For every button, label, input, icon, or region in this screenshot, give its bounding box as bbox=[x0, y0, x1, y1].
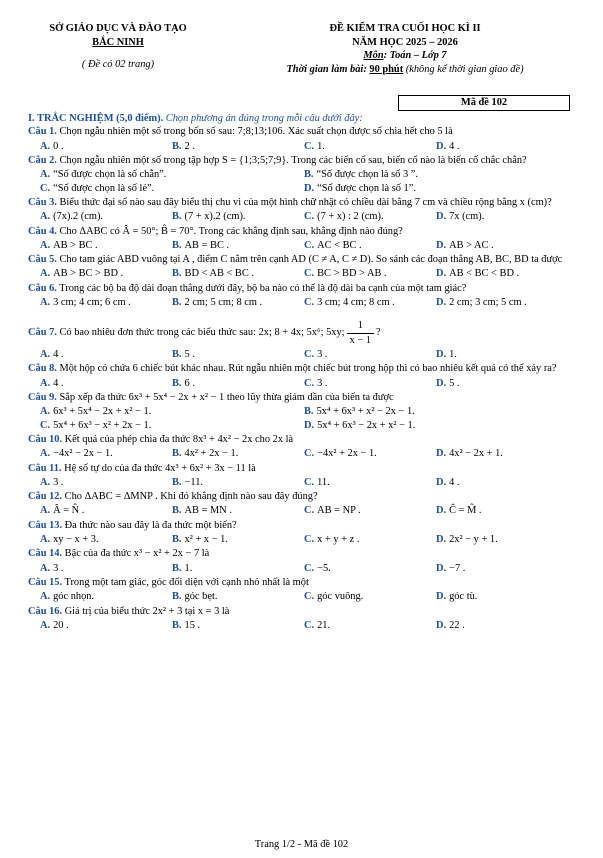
option-text: 22 . bbox=[449, 619, 465, 631]
option-letter: D. bbox=[436, 297, 447, 309]
option-text: (7x).2 (cm). bbox=[53, 211, 104, 223]
question-label: Câu 12. bbox=[28, 491, 63, 503]
answer-option-c bbox=[304, 210, 436, 223]
option-text: AB > AC . bbox=[449, 239, 494, 251]
question-text: Cho ΔABC = ΔMNP . Khi đó khẳng định nào sau đây đúng? bbox=[62, 491, 318, 503]
option-letter: D. bbox=[436, 562, 447, 574]
option-letter: B. bbox=[172, 619, 182, 631]
option-letter: C. bbox=[304, 268, 315, 280]
option-letter: A. bbox=[40, 140, 51, 152]
question-13 bbox=[28, 519, 578, 532]
option-letter: D. bbox=[436, 239, 447, 251]
option-text: 3 cm; 4 cm; 6 cm . bbox=[53, 297, 131, 309]
answer-option-a bbox=[40, 210, 172, 223]
option-text: 2 . bbox=[184, 140, 195, 152]
question-label: Câu 11. bbox=[28, 462, 62, 474]
option-text: AB < BC < BD . bbox=[449, 268, 520, 280]
option-text: x + y + z . bbox=[317, 534, 360, 546]
option-letter: A. bbox=[40, 406, 51, 418]
answer-option-c bbox=[304, 590, 436, 603]
answer-options bbox=[40, 590, 578, 603]
question-text: Hệ số tự do của đa thức 4x³ + 6x² + 3x − 11 là bbox=[61, 462, 256, 474]
option-letter: D. bbox=[436, 268, 447, 280]
answer-options bbox=[40, 348, 578, 361]
option-text: Â = N̂ . bbox=[53, 505, 85, 517]
option-letter: A. bbox=[40, 297, 51, 309]
question-text: Có bao nhiêu đơn thức trong các biểu thức sau: 2x; 8 + 4x; 5x⁶; 5xy; bbox=[56, 327, 345, 339]
option-text: 5x⁴ + 6x³ − x² + 2x − 1. bbox=[53, 419, 152, 431]
question-text: Trong một tam giác, góc đối diện với cạnh nhỏ nhất là một bbox=[62, 577, 309, 588]
answer-option-c bbox=[304, 296, 436, 309]
answer-option-c bbox=[304, 504, 436, 517]
question-label: Câu 4. bbox=[28, 225, 57, 237]
option-letter: C. bbox=[304, 591, 315, 603]
option-letter: C. bbox=[304, 534, 315, 546]
option-letter: A. bbox=[40, 169, 51, 181]
answer-option-d bbox=[436, 562, 568, 575]
option-letter: B. bbox=[172, 505, 182, 517]
option-letter: B. bbox=[172, 562, 182, 574]
fraction-numerator: 1 bbox=[347, 319, 374, 333]
option-text: góc bẹt. bbox=[184, 591, 218, 603]
option-letter: C. bbox=[304, 349, 315, 360]
question-2 bbox=[28, 154, 578, 167]
option-text: 3 . bbox=[317, 377, 328, 389]
option-text: 5 . bbox=[184, 349, 195, 360]
option-letter: B. bbox=[304, 169, 314, 181]
option-letter: D. bbox=[304, 419, 315, 431]
question-text: Chọn ngẫu nhiên một số trong tập hợp S = {1;3;5;7;9}. Trong các biến cố sau, biến cố nào là biến cố chắc chắn? bbox=[56, 154, 527, 166]
answer-option-d bbox=[436, 348, 568, 361]
option-text: 5x⁴ + 6x³ − 2x + x² − 1. bbox=[317, 419, 416, 431]
option-letter: C. bbox=[304, 505, 315, 517]
answer-options bbox=[40, 296, 578, 309]
answer-option-d bbox=[436, 140, 568, 153]
answer-option-d bbox=[436, 476, 568, 489]
option-letter: B. bbox=[172, 349, 182, 360]
answer-option-d bbox=[304, 182, 568, 195]
option-text: x² + x − 1. bbox=[184, 534, 228, 546]
option-text: AC < BC . bbox=[317, 239, 362, 251]
option-text: “Số được chọn là số 3 ”. bbox=[316, 169, 418, 181]
time-line bbox=[235, 63, 575, 77]
option-letter: C. bbox=[304, 140, 315, 152]
option-text: −11. bbox=[184, 476, 203, 488]
option-text: 4 . bbox=[449, 140, 460, 152]
question-3 bbox=[28, 196, 578, 209]
option-text: −4x² − 2x − 1. bbox=[53, 448, 113, 460]
question-text: Kết quả của phép chia đa thức 8x³ + 4x² − 2x cho 2x là bbox=[62, 433, 294, 445]
questions-area bbox=[28, 112, 578, 633]
answer-option-d bbox=[304, 419, 568, 432]
question-text-end: ? bbox=[376, 327, 381, 339]
answer-option-c bbox=[40, 182, 304, 195]
answer-option-b bbox=[172, 210, 304, 223]
option-letter: B. bbox=[172, 377, 182, 389]
option-letter: A. bbox=[40, 505, 51, 517]
answer-option-b bbox=[172, 348, 304, 361]
answer-options bbox=[40, 168, 578, 195]
question-label: Câu 7. bbox=[28, 327, 57, 339]
option-letter: D. bbox=[436, 140, 447, 152]
answer-option-c bbox=[304, 348, 436, 361]
answer-option-c bbox=[304, 267, 436, 280]
question-6 bbox=[28, 282, 578, 295]
answer-option-d bbox=[436, 267, 568, 280]
option-text: 5 . bbox=[449, 377, 460, 389]
option-text: BC > BD > AB . bbox=[317, 268, 387, 280]
option-text: 0 . bbox=[53, 140, 64, 152]
option-letter: A. bbox=[40, 448, 51, 460]
question-label: Câu 10. bbox=[28, 433, 63, 445]
answer-options bbox=[40, 447, 578, 460]
answer-option-a bbox=[40, 619, 172, 632]
option-letter: B. bbox=[172, 448, 182, 460]
answer-option-a bbox=[40, 562, 172, 575]
question-7 bbox=[28, 319, 578, 347]
school-year: NĂM HỌC 2025 – 2026 bbox=[352, 36, 458, 48]
option-letter: B. bbox=[172, 591, 182, 603]
answer-options bbox=[40, 533, 578, 546]
time-note: (không kể thời gian giao đề) bbox=[403, 63, 524, 75]
option-letter: C. bbox=[304, 562, 315, 574]
option-letter: A. bbox=[40, 268, 51, 280]
section-instruction: Chọn phương án đúng trong mỗi câu dưới đây: bbox=[163, 113, 363, 124]
section-heading bbox=[28, 112, 578, 125]
option-letter: C. bbox=[304, 619, 315, 631]
option-text: 7x (cm). bbox=[449, 211, 485, 223]
answer-option-b bbox=[172, 504, 304, 517]
option-text: AB > BC > BD . bbox=[53, 268, 124, 280]
answer-option-a bbox=[40, 447, 172, 460]
time-value: 90 phút bbox=[369, 63, 404, 75]
header-right bbox=[235, 22, 575, 76]
option-text: 4 . bbox=[53, 349, 64, 360]
question-11 bbox=[28, 462, 578, 475]
answer-option-a bbox=[40, 267, 172, 280]
option-text: AB = BC . bbox=[184, 239, 230, 251]
question-1 bbox=[28, 125, 578, 138]
option-text: 3 cm; 4 cm; 8 cm . bbox=[317, 297, 395, 309]
answer-option-c bbox=[304, 562, 436, 575]
answer-option-a bbox=[40, 405, 304, 418]
answer-option-b bbox=[172, 562, 304, 575]
option-letter: A. bbox=[40, 476, 51, 488]
option-letter: D. bbox=[304, 182, 315, 194]
answer-options bbox=[40, 140, 578, 153]
question-text: Biểu thức đại số nào sau đây biểu thị chu vi của một hình chữ nhật có chiều dài bằng 7 cm và chiều rộng bằng x (cm)? bbox=[56, 196, 552, 208]
fraction-denominator: x − 1 bbox=[349, 334, 372, 346]
option-text: 21. bbox=[317, 619, 331, 631]
option-letter: C. bbox=[304, 476, 315, 488]
question-9 bbox=[28, 391, 578, 404]
time-label: Thời gian làm bài: bbox=[286, 63, 370, 75]
option-text: “Số được chọn là số lẻ”. bbox=[53, 182, 155, 194]
option-text: 3 . bbox=[53, 562, 64, 574]
question-label: Câu 13. bbox=[28, 519, 63, 531]
answer-option-b bbox=[172, 267, 304, 280]
option-letter: D. bbox=[436, 349, 447, 360]
province-name: BẮC NINH bbox=[92, 36, 144, 48]
option-text: −5. bbox=[317, 562, 331, 574]
option-letter: B. bbox=[172, 534, 182, 546]
question-text: Sắp xếp đa thức 6x³ + 5x⁴ − 2x + x² − 1 theo lũy thừa giảm dần của biến ta được bbox=[56, 391, 394, 403]
answer-option-d bbox=[436, 377, 568, 390]
option-letter: C. bbox=[304, 448, 315, 460]
option-text: AB > BC . bbox=[53, 239, 98, 251]
question-5 bbox=[28, 253, 578, 266]
answer-option-b bbox=[304, 405, 568, 418]
option-text: 5x⁴ + 6x³ + x² − 2x − 1. bbox=[316, 406, 415, 418]
answer-option-a bbox=[40, 504, 172, 517]
option-letter: D. bbox=[436, 448, 447, 460]
fraction bbox=[347, 319, 374, 347]
option-text: 4 . bbox=[53, 377, 64, 389]
question-text: Chọn ngẫu nhiên một số trong bốn số sau: 7;8;13;106. Xác suất chọn được số chia hết cho 5 là bbox=[56, 126, 453, 138]
answer-options bbox=[40, 210, 578, 223]
exam-code-box: Mã đề 102 bbox=[398, 95, 570, 111]
answer-option-b bbox=[172, 533, 304, 546]
option-letter: D. bbox=[436, 591, 447, 603]
option-letter: A. bbox=[40, 534, 51, 546]
answer-option-d bbox=[436, 533, 568, 546]
question-text: Cho tam giác ABD vuông tại A , điểm C nằm trên cạnh AD (C ≠ A, C ≠ D). So sánh các đoạn thẳng AB, BC, BD ta được bbox=[56, 254, 563, 266]
answer-option-c bbox=[304, 476, 436, 489]
answer-option-d bbox=[436, 504, 568, 517]
answer-options bbox=[40, 562, 578, 575]
question-text: Một hộp có chứa 6 chiếc bút khác nhau. Rút ngẫu nhiên một chiếc bút trong hộp thì có bao nhiêu kết quả có thể xảy ra? bbox=[56, 363, 557, 375]
option-text: −4x² + 2x − 1. bbox=[317, 448, 377, 460]
answer-option-c bbox=[304, 619, 436, 632]
option-text: 2x² − y + 1. bbox=[449, 534, 498, 546]
subject-label: Môn bbox=[363, 50, 384, 61]
subject-line bbox=[235, 49, 575, 63]
answer-option-c bbox=[304, 377, 436, 390]
answer-option-c bbox=[304, 533, 436, 546]
answer-option-b bbox=[172, 619, 304, 632]
answer-option-b bbox=[172, 140, 304, 153]
answer-option-a bbox=[40, 377, 172, 390]
answer-option-c bbox=[40, 419, 304, 432]
answer-option-b bbox=[304, 168, 568, 181]
answer-option-d bbox=[436, 619, 568, 632]
page-count-note: ( Đề có 02 trang) bbox=[81, 59, 155, 70]
answer-option-a bbox=[40, 590, 172, 603]
answer-option-a bbox=[40, 140, 172, 153]
option-letter: A. bbox=[40, 562, 51, 574]
answer-option-d bbox=[436, 447, 568, 460]
header-left bbox=[28, 22, 208, 72]
answer-option-b bbox=[172, 377, 304, 390]
answer-option-b bbox=[172, 476, 304, 489]
option-text: 4 . bbox=[449, 476, 460, 488]
department-name: SỞ GIÁO DỤC VÀ ĐÀO TẠO bbox=[49, 23, 187, 34]
question-4 bbox=[28, 225, 578, 238]
question-label: Câu 5. bbox=[28, 254, 57, 266]
option-text: 15 . bbox=[184, 619, 201, 631]
option-text: 4x² − 2x + 1. bbox=[449, 448, 503, 460]
option-letter: D. bbox=[436, 211, 447, 223]
question-label: Câu 6. bbox=[28, 282, 57, 294]
question-text: Giá trị của biểu thức 2x² + 3 tại x = 3 là bbox=[62, 605, 230, 617]
option-text: 1. bbox=[184, 562, 193, 574]
answer-option-a bbox=[40, 533, 172, 546]
answer-options bbox=[40, 377, 578, 390]
exam-title: ĐỀ KIỂM TRA CUỐI HỌC KÌ II bbox=[329, 23, 481, 34]
answer-options bbox=[40, 476, 578, 489]
question-label: Câu 2. bbox=[28, 154, 57, 166]
answer-option-a bbox=[40, 168, 304, 181]
answer-option-d bbox=[436, 210, 568, 223]
option-letter: C. bbox=[304, 377, 315, 389]
answer-option-c bbox=[304, 447, 436, 460]
option-text: 6x³ + 5x⁴ − 2x + x² − 1. bbox=[53, 406, 152, 418]
option-text: góc nhọn. bbox=[53, 591, 95, 603]
option-text: “Số được chọn là số chẵn”. bbox=[53, 169, 167, 181]
option-letter: B. bbox=[172, 476, 182, 488]
option-text: AB = NP . bbox=[317, 505, 361, 517]
question-16 bbox=[28, 605, 578, 618]
option-letter: B. bbox=[172, 239, 182, 251]
answer-option-b bbox=[172, 296, 304, 309]
option-text: 3 . bbox=[53, 476, 64, 488]
answer-option-a bbox=[40, 296, 172, 309]
option-text: BD < AB < BC . bbox=[184, 268, 254, 280]
answer-option-d bbox=[436, 239, 568, 252]
answer-options bbox=[40, 504, 578, 517]
question-15 bbox=[28, 576, 578, 589]
option-letter: C. bbox=[40, 182, 51, 194]
question-text: Cho ΔABC có Â = 50°; B̂ = 70°. Trong các khẳng định sau, khẳng định nào đúng? bbox=[56, 225, 403, 237]
answer-option-d bbox=[436, 296, 568, 309]
option-text: 2 cm; 3 cm; 5 cm . bbox=[449, 297, 527, 309]
option-text: 20 . bbox=[53, 619, 69, 631]
option-letter: B. bbox=[172, 297, 182, 309]
option-letter: A. bbox=[40, 619, 51, 631]
answer-option-a bbox=[40, 476, 172, 489]
answer-option-c bbox=[304, 239, 436, 252]
option-letter: C. bbox=[40, 419, 51, 431]
answer-options bbox=[40, 267, 578, 280]
answer-option-a bbox=[40, 239, 172, 252]
question-label: Câu 8. bbox=[28, 363, 57, 375]
question-text: Đa thức nào sau đây là đa thức một biến? bbox=[62, 519, 237, 531]
option-text: Ĉ = M̂ . bbox=[449, 505, 482, 517]
answer-option-b bbox=[172, 590, 304, 603]
question-label: Câu 14. bbox=[28, 548, 63, 560]
question-8 bbox=[28, 362, 578, 375]
option-letter: A. bbox=[40, 349, 51, 360]
option-letter: C. bbox=[304, 297, 315, 309]
answer-options bbox=[40, 619, 578, 632]
option-text: góc vuông. bbox=[317, 591, 364, 603]
option-letter: B. bbox=[172, 211, 182, 223]
answer-options bbox=[40, 405, 578, 432]
option-text: (7 + x).2 (cm). bbox=[184, 211, 246, 223]
option-letter: A. bbox=[40, 239, 51, 251]
answer-option-c bbox=[304, 140, 436, 153]
option-letter: D. bbox=[436, 619, 447, 631]
option-text: 3 . bbox=[317, 349, 328, 360]
option-letter: C. bbox=[304, 211, 315, 223]
option-letter: D. bbox=[436, 476, 447, 488]
option-letter: B. bbox=[172, 140, 182, 152]
option-letter: B. bbox=[172, 268, 182, 280]
question-label: Câu 1. bbox=[28, 126, 57, 138]
option-text: góc tù. bbox=[449, 591, 478, 603]
answer-option-a bbox=[40, 348, 172, 361]
option-text: (7 + x) : 2 (cm). bbox=[317, 211, 384, 223]
option-letter: D. bbox=[436, 505, 447, 517]
section-title: I. TRẮC NGHIỆM (5,0 điểm). bbox=[28, 113, 164, 124]
option-letter: D. bbox=[436, 377, 447, 389]
question-10 bbox=[28, 433, 578, 446]
question-12 bbox=[28, 490, 578, 503]
option-text: 1. bbox=[449, 349, 457, 360]
option-text: 2 cm; 5 cm; 8 cm . bbox=[184, 297, 263, 309]
option-text: −7 . bbox=[449, 562, 466, 574]
question-label: Câu 9. bbox=[28, 391, 57, 403]
option-text: 4x² + 2x − 1. bbox=[184, 448, 239, 460]
question-text: Bậc của đa thức x³ − x² + 2x − 7 là bbox=[62, 548, 210, 560]
option-letter: B. bbox=[304, 406, 314, 418]
option-text: 6 . bbox=[184, 377, 195, 389]
option-letter: D. bbox=[436, 534, 447, 546]
question-label: Câu 3. bbox=[28, 196, 57, 208]
question-label: Câu 15. bbox=[28, 577, 63, 588]
option-letter: C. bbox=[304, 239, 315, 251]
option-text: 11. bbox=[317, 476, 330, 488]
question-text: Trong các bộ ba độ dài đoạn thẳng dưới đây, bộ ba nào có thể là độ dài ba cạnh của một tam giác? bbox=[56, 282, 467, 294]
question-14 bbox=[28, 547, 578, 560]
option-letter: A. bbox=[40, 591, 51, 603]
subject-value: : Toán – Lớp 7 bbox=[383, 50, 447, 61]
answer-option-d bbox=[436, 590, 568, 603]
question-label: Câu 16. bbox=[28, 605, 63, 617]
option-text: AB = MN . bbox=[184, 505, 232, 517]
option-letter: A. bbox=[40, 211, 51, 223]
option-text: 1. bbox=[317, 140, 325, 152]
answer-option-b bbox=[172, 447, 304, 460]
option-text: “Số được chọn là số 1”. bbox=[317, 182, 416, 194]
option-letter: A. bbox=[40, 377, 51, 389]
answer-options bbox=[40, 239, 578, 252]
answer-option-b bbox=[172, 239, 304, 252]
page-footer: Trang 1/2 - Mã đề 102 bbox=[254, 839, 349, 850]
option-text: xy − x + 3. bbox=[53, 534, 99, 546]
